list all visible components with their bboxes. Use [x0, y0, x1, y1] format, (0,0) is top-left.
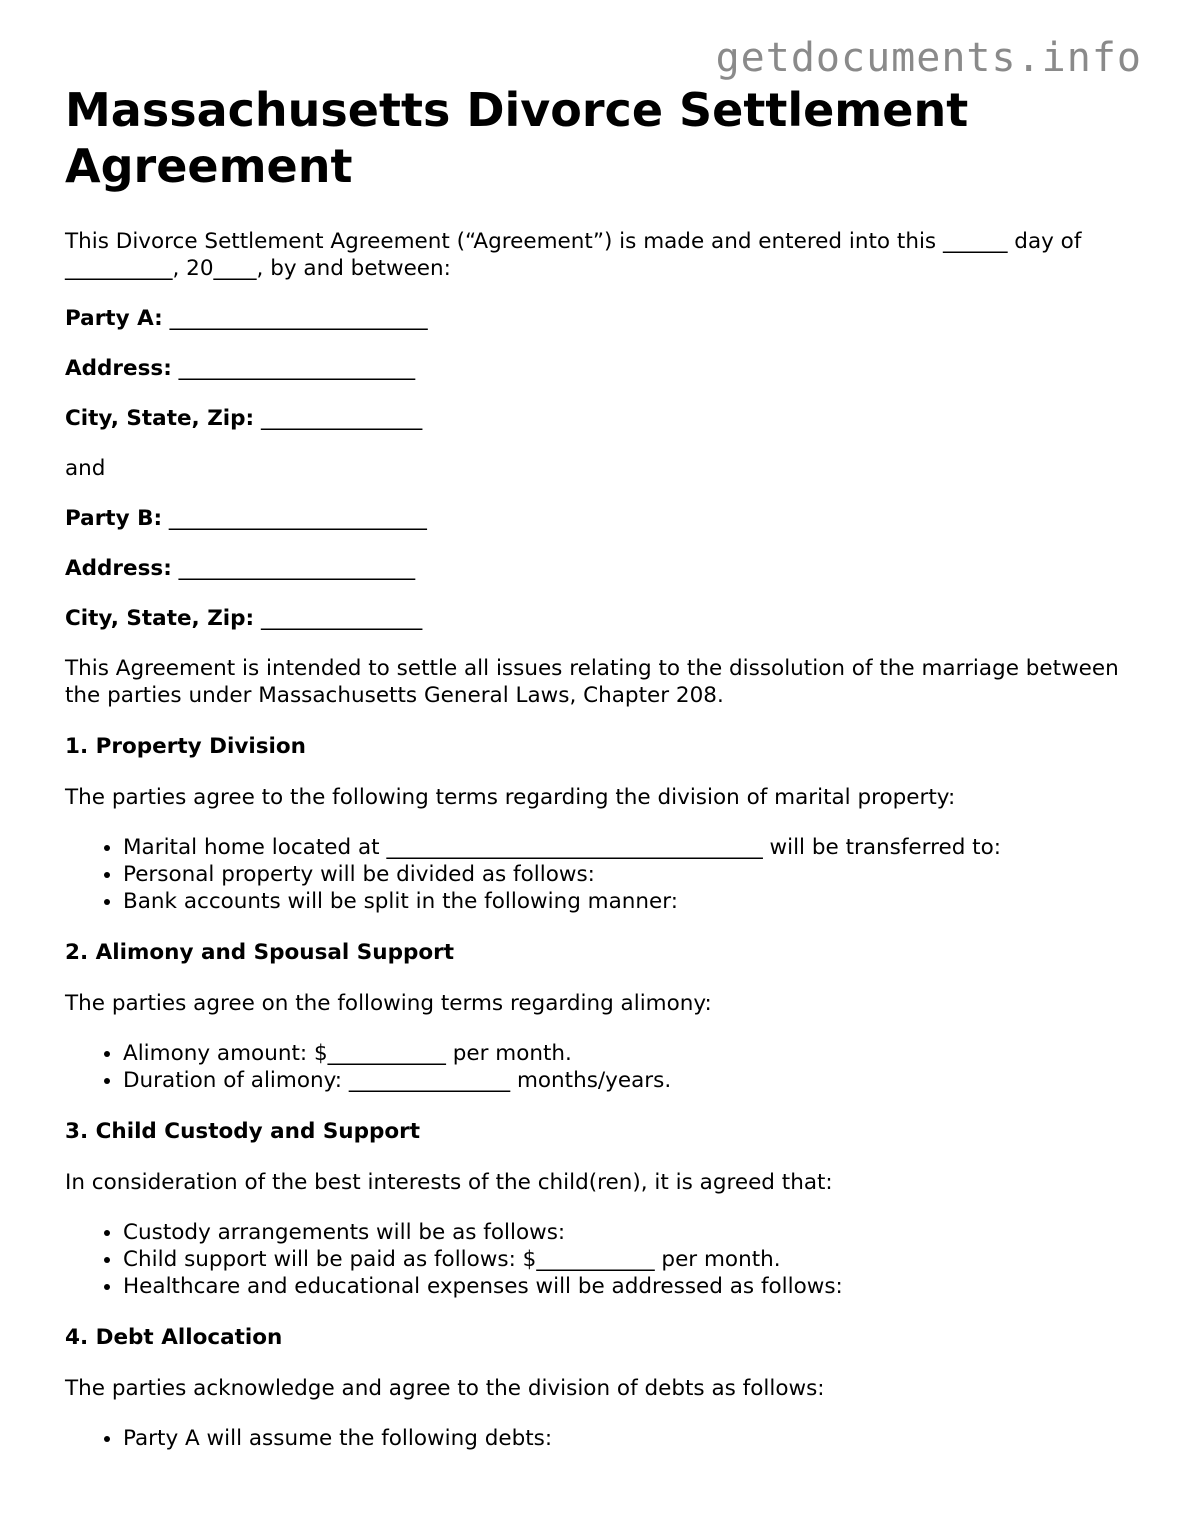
list-item: • Duration of alimony: _______________ months/years.	[123, 1067, 1125, 1094]
party-a-city-label: City, State, Zip:	[65, 406, 255, 431]
party-b-city-field	[65, 605, 1125, 632]
party-a-address-blank: ______________________	[178, 356, 416, 381]
section-intro: The parties agree to the following terms regarding the division of marital property:	[65, 785, 956, 810]
party-a-city-blank: _______________	[261, 406, 423, 431]
party-a-name-blank: ________________________	[169, 306, 428, 331]
party-b-name-field	[65, 505, 1125, 532]
party-b-city-blank: _______________	[261, 606, 423, 631]
list-item: • Healthcare and educational expenses will be addressed as follows:	[123, 1273, 1125, 1300]
purpose-paragraph: This Agreement is intended to settle all issues relating to the dissolution of the marriage between the parties under Massachusetts General Laws, Chapter 208.	[65, 656, 1119, 708]
party-b-address-blank: ______________________	[178, 556, 416, 581]
section-list	[65, 1425, 1125, 1452]
party-b-name-blank: ________________________	[168, 506, 427, 531]
party-b-label: Party B:	[65, 506, 163, 531]
intro-paragraph: This Divorce Settlement Agreement (“Agreement”) is made and entered into this ______ day of __________, 20____, by and between:	[65, 229, 1082, 281]
party-a-city-field	[65, 405, 1125, 432]
party-a-address-field	[65, 355, 1125, 382]
section-intro: The parties agree on the following terms regarding alimony:	[65, 991, 712, 1016]
section-heading-alimony: 2. Alimony and Spousal Support	[65, 940, 454, 965]
section-intro: The parties acknowledge and agree to the division of debts as follows:	[65, 1376, 825, 1401]
list-item: • Child support will be paid as follows: $___________ per month.	[123, 1246, 1125, 1273]
list-item: • Bank accounts will be split in the following manner:	[123, 888, 1125, 915]
list-item: • Personal property will be divided as follows:	[123, 861, 1125, 888]
party-a-name-field	[65, 305, 1125, 332]
party-b-address-label: Address:	[65, 556, 172, 581]
party-a-label: Party A:	[65, 306, 163, 331]
and-text: and	[65, 456, 106, 481]
section-intro: In consideration of the best interests of the child(ren), it is agreed that:	[65, 1170, 833, 1195]
party-a-address-label: Address:	[65, 356, 172, 381]
document-page	[65, 82, 1125, 1452]
section-list	[65, 1040, 1125, 1094]
list-item: • Marital home located at ___________________________________ will be transferred to:	[123, 834, 1125, 861]
list-item: • Alimony amount: $___________ per month.	[123, 1040, 1125, 1067]
section-list	[65, 1219, 1125, 1300]
section-list	[65, 834, 1125, 915]
party-b-city-label: City, State, Zip:	[65, 606, 255, 631]
list-item: • Custody arrangements will be as follows:	[123, 1219, 1125, 1246]
document-title: Massachusetts Divorce Settlement Agreement	[65, 83, 969, 193]
watermark: getdocuments.info	[715, 35, 1142, 81]
party-b-address-field	[65, 555, 1125, 582]
list-item: • Party A will assume the following debts:	[123, 1425, 1125, 1452]
section-heading-debt-allocation: 4. Debt Allocation	[65, 1325, 283, 1350]
section-heading-child-custody: 3. Child Custody and Support	[65, 1119, 421, 1144]
section-heading-property-division: 1. Property Division	[65, 734, 306, 759]
